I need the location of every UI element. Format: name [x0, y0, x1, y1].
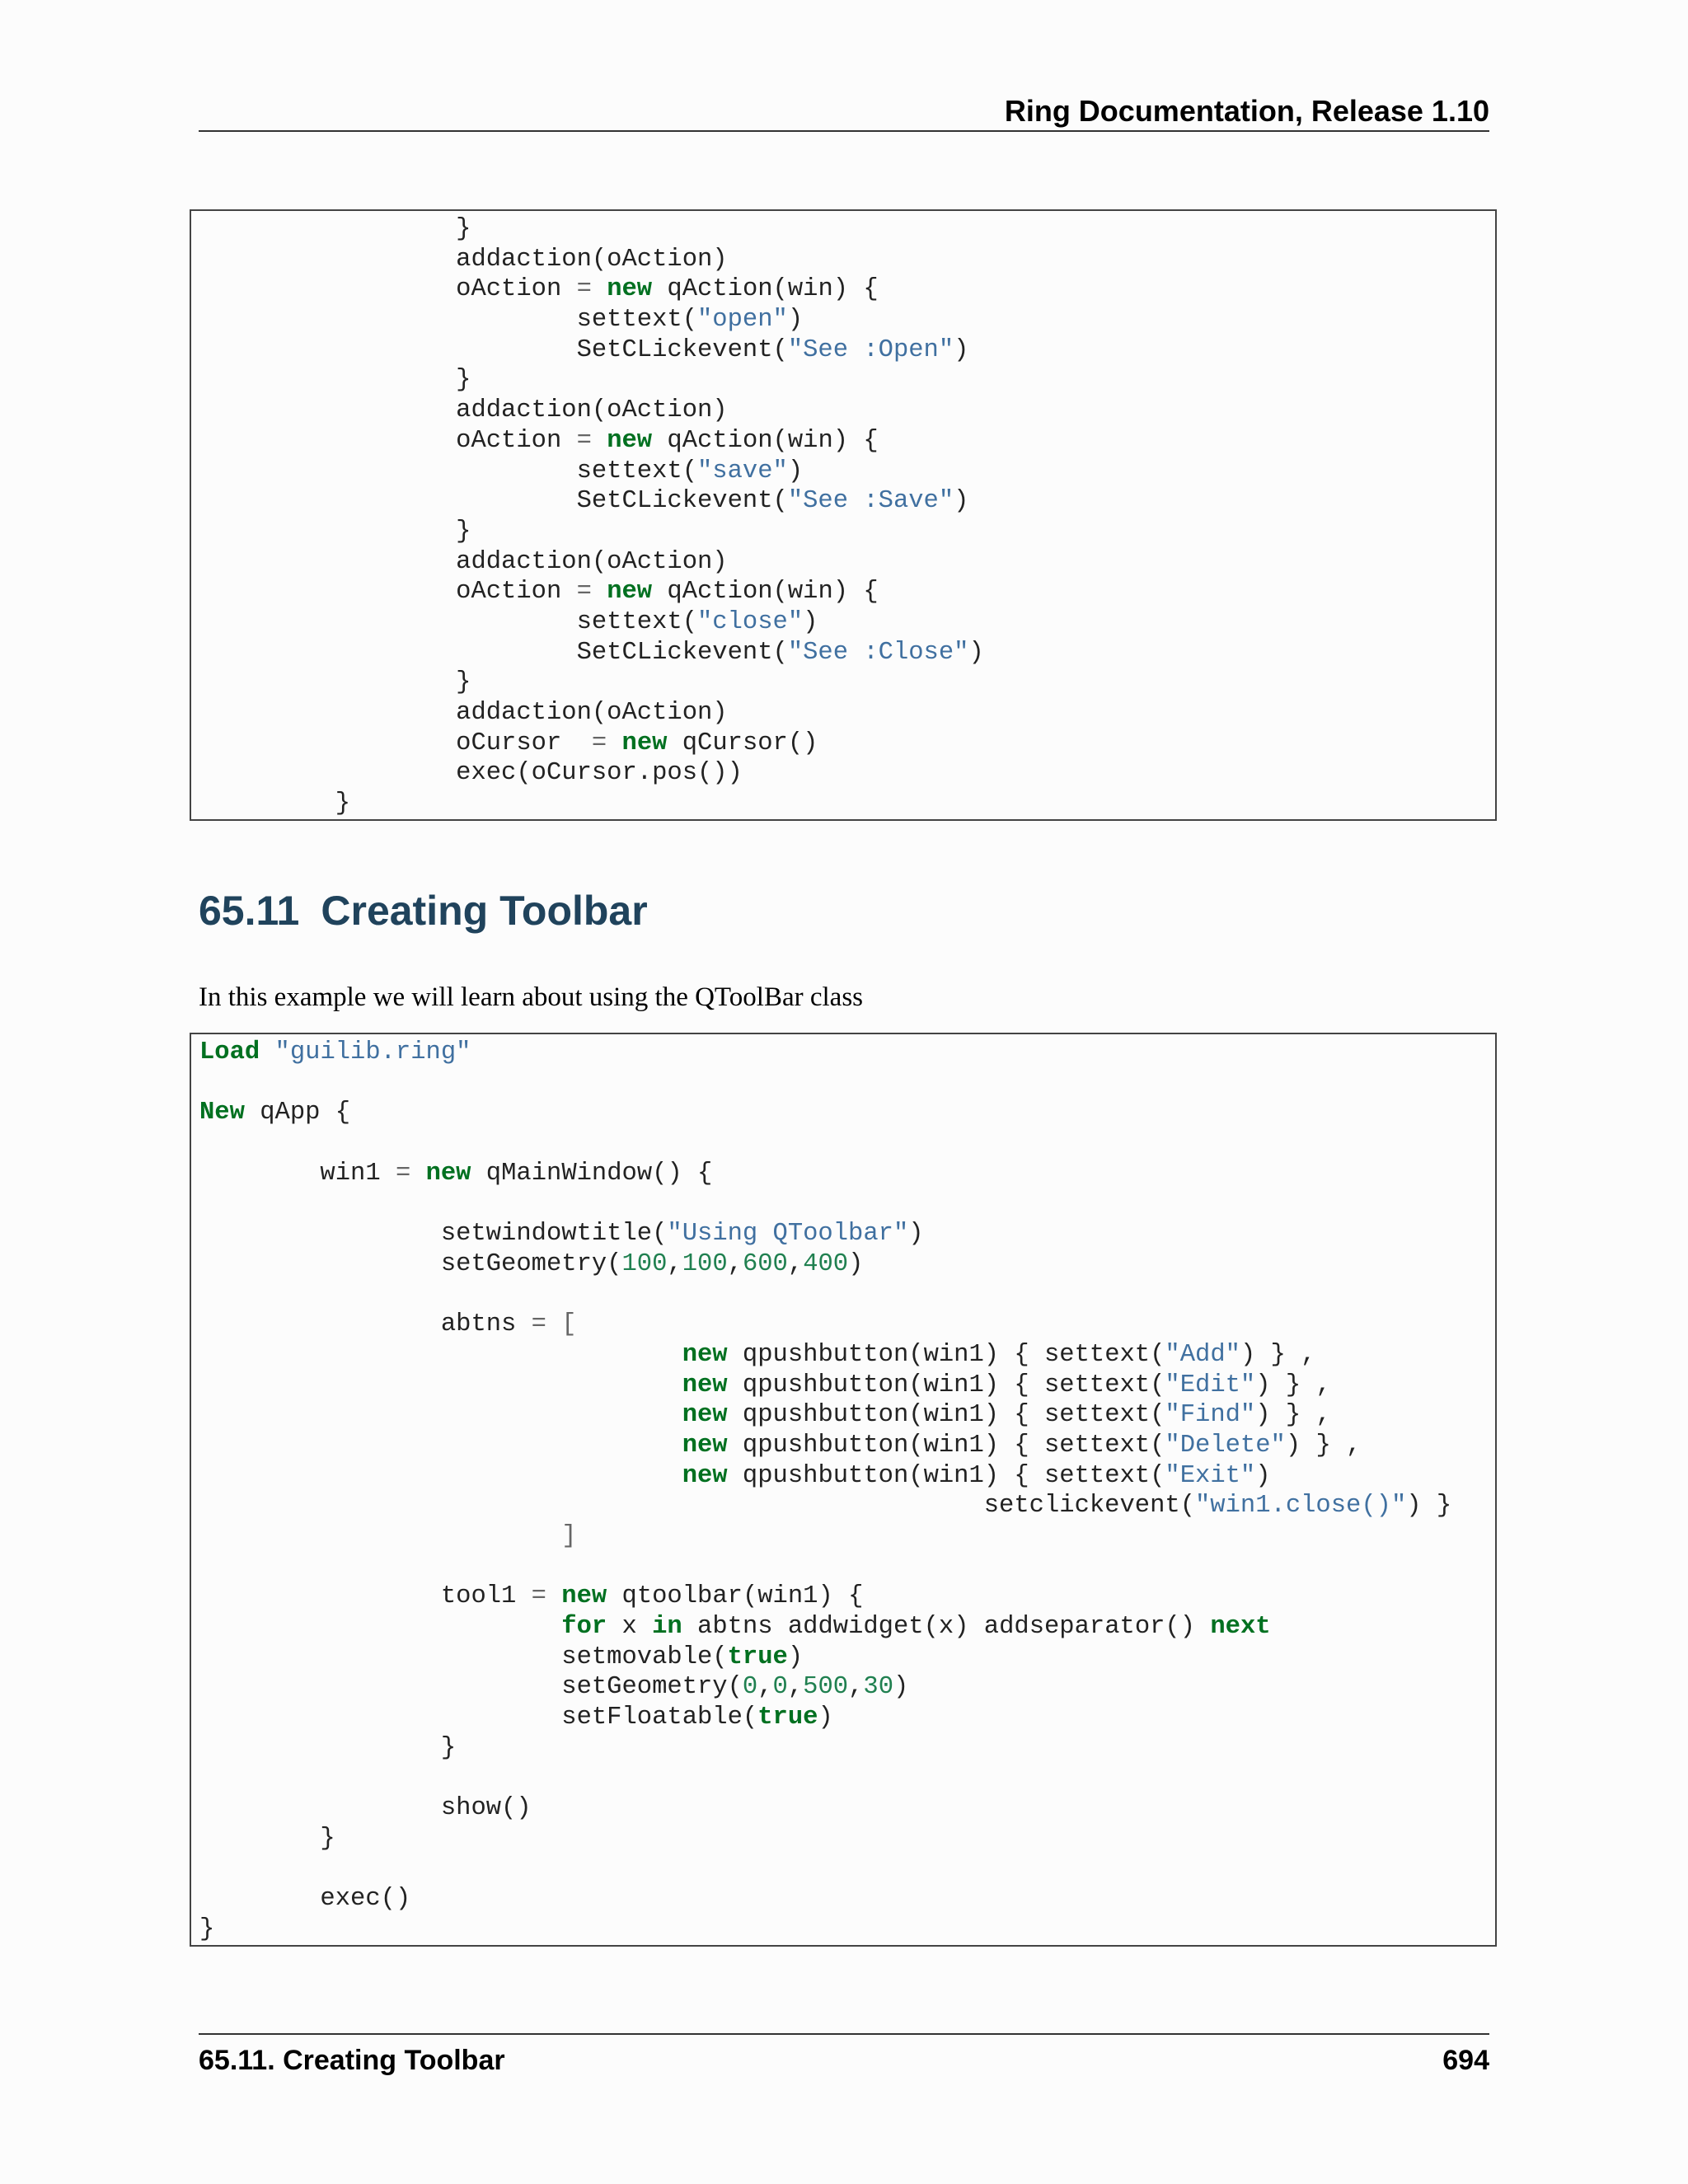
code-text: ): [818, 1704, 833, 1732]
code-string: "open": [697, 306, 788, 335]
code-text: [546, 1582, 561, 1610]
code-string: "Using QToolbar": [667, 1220, 909, 1249]
code-text: setwindowtitle(: [199, 1220, 668, 1249]
code-string: "See :Save": [787, 487, 954, 516]
code-operator: =: [531, 1310, 546, 1339]
code-line: [199, 1582, 1495, 1612]
code-text: qpushbutton(win1) { settext(: [727, 1340, 1165, 1369]
code-string: "See :Open": [787, 335, 954, 364]
code-text: [592, 578, 607, 606]
code-keyword: New: [199, 1099, 245, 1127]
code-text: [199, 1462, 682, 1490]
code-line: [199, 668, 1495, 698]
code-string: "Add": [1165, 1340, 1240, 1369]
code-text: setGeometry(: [199, 1249, 622, 1278]
code-text: ,: [787, 1249, 804, 1278]
code-line: [199, 396, 1495, 426]
code-number: 400: [803, 1249, 849, 1278]
code-text: }: [199, 1733, 457, 1762]
code-text: qtoolbar(win1) {: [607, 1582, 864, 1611]
code-text: qAction(win) {: [652, 426, 879, 455]
page-header: [199, 89, 1489, 132]
code-line: [199, 486, 1495, 517]
code-operator: ]: [561, 1522, 577, 1550]
code-operator: =: [591, 729, 607, 757]
code-text: ): [848, 1249, 864, 1278]
code-line: [199, 1461, 1495, 1492]
section-intro-text: In this example we will learn about using the QToolBar class: [199, 982, 864, 1012]
code-line: [199, 1310, 1495, 1340]
code-text: setclickevent(: [199, 1492, 1195, 1521]
code-text: oCursor: [199, 729, 592, 757]
code-text: [199, 1613, 561, 1641]
code-keyword: in: [652, 1613, 682, 1642]
code-line: [199, 1612, 1495, 1643]
code-text: ): [787, 1643, 804, 1671]
code-text: ): [954, 335, 969, 364]
code-string: "Find": [1165, 1401, 1256, 1430]
section-title: Creating Toolbar: [321, 888, 648, 934]
code-string: "close": [697, 607, 804, 636]
code-text: abtns: [199, 1310, 532, 1339]
code-text: ): [787, 306, 804, 335]
code-text: [199, 1522, 561, 1550]
code-text: qAction(win) {: [652, 578, 879, 607]
code-line: [199, 1249, 1495, 1280]
code-text: ): [1255, 1461, 1271, 1490]
code-text: [410, 1160, 425, 1188]
code-text: ) } ,: [1285, 1431, 1362, 1460]
code-line: [199, 365, 1495, 396]
code-line: [199, 789, 1495, 819]
code-text: x: [607, 1613, 653, 1642]
code-block-toolbar-example: [190, 1033, 1497, 1947]
code-text: ) }: [1406, 1492, 1452, 1521]
code-line: [199, 758, 1495, 789]
code-line: [199, 214, 1495, 245]
code-keyword: Load: [199, 1038, 260, 1066]
code-keyword: next: [1210, 1613, 1271, 1642]
code-line: [199, 1400, 1495, 1431]
code-text: addaction(oAction): [199, 396, 728, 425]
code-text: tool1: [199, 1582, 532, 1611]
code-line: [199, 1431, 1495, 1461]
code-keyword: new: [682, 1340, 728, 1369]
code-text: win1: [199, 1159, 396, 1188]
code-keyword: new: [607, 275, 653, 304]
code-text: }: [199, 1915, 215, 1943]
code-text: SetCLickevent(: [199, 487, 788, 516]
code-text: abtns addwidget(x) addseparator(): [682, 1613, 1211, 1642]
code-line: [199, 517, 1495, 547]
code-text: [199, 1341, 682, 1369]
page-number: 694: [1442, 2045, 1489, 2076]
code-block-context-menu: [190, 209, 1497, 821]
code-line: [199, 547, 1495, 578]
code-keyword: new: [607, 578, 653, 607]
code-line: [199, 1280, 1495, 1310]
code-line: [199, 1521, 1495, 1552]
code-text: setFloatable(: [199, 1704, 758, 1732]
code-operator: =: [395, 1159, 411, 1188]
code-text: ,: [848, 1673, 864, 1702]
code-text: qAction(win) {: [652, 275, 879, 304]
code-line: [199, 729, 1495, 759]
code-string: "save": [697, 457, 788, 485]
code-number: 0: [742, 1673, 758, 1702]
code-text: ,: [727, 1249, 743, 1278]
code-text: [199, 1371, 682, 1399]
code-line: [199, 1159, 1495, 1189]
code-line: [199, 638, 1495, 668]
code-number: 100: [621, 1249, 668, 1278]
code-line: [199, 274, 1495, 305]
code-text: }: [199, 790, 351, 818]
code-keyword: new: [607, 426, 653, 455]
code-keyword: new: [682, 1371, 728, 1399]
code-text: [260, 1038, 274, 1066]
code-keyword: new: [682, 1431, 728, 1460]
code-line: [199, 1491, 1495, 1521]
code-text: ): [908, 1220, 924, 1249]
code-text: qCursor(): [667, 729, 818, 757]
code-line: [199, 1340, 1495, 1371]
code-string: "win1.close()": [1195, 1492, 1407, 1521]
code-line: [199, 1188, 1495, 1219]
code-number: 30: [863, 1673, 894, 1702]
code-text: settext(: [199, 607, 697, 636]
code-string: "Exit": [1165, 1461, 1256, 1490]
code-text: ) } ,: [1255, 1371, 1331, 1399]
code-keyword: new: [682, 1401, 728, 1430]
code-text: setGeometry(: [199, 1673, 743, 1702]
code-number: 0: [772, 1673, 788, 1702]
code-text: ,: [787, 1673, 804, 1702]
code-line: [199, 1793, 1495, 1824]
code-operator: =: [576, 275, 592, 304]
code-line: [199, 1884, 1495, 1915]
code-text: oAction: [199, 578, 577, 607]
code-text: SetCLickevent(: [199, 638, 788, 667]
code-text: SetCLickevent(: [199, 335, 788, 364]
code-string: "Delete": [1165, 1431, 1286, 1460]
code-line: [199, 698, 1495, 729]
code-string: "See :Close": [787, 638, 969, 667]
code-text: oAction: [199, 426, 577, 455]
code-text: qpushbutton(win1) { settext(: [727, 1401, 1165, 1430]
code-line: [199, 577, 1495, 607]
code-line: [199, 1764, 1495, 1794]
code-line: [199, 1672, 1495, 1703]
code-line: [199, 1128, 1495, 1159]
code-keyword: new: [425, 1159, 471, 1188]
code-keyword: for: [561, 1613, 607, 1642]
code-text: settext(: [199, 306, 697, 335]
code-text: addaction(oAction): [199, 699, 728, 727]
code-text: qpushbutton(win1) { settext(: [727, 1461, 1165, 1490]
code-operator: =: [576, 578, 592, 607]
code-text: exec(oCursor.pos()): [199, 759, 743, 788]
code-text: setmovable(: [199, 1643, 728, 1671]
code-line: [199, 1643, 1495, 1673]
code-text: }: [199, 1824, 335, 1853]
code-line: [199, 457, 1495, 487]
code-text: ): [787, 457, 804, 485]
code-text: }: [199, 668, 471, 697]
code-line: [199, 1824, 1495, 1854]
code-text: settext(: [199, 457, 697, 485]
code-text: ) } ,: [1255, 1401, 1331, 1430]
section-heading: [199, 887, 648, 935]
code-text: }: [199, 517, 471, 546]
code-text: ): [954, 487, 969, 516]
code-text: }: [199, 366, 471, 395]
code-text: qApp {: [244, 1099, 351, 1127]
code-text: show(): [199, 1794, 532, 1823]
code-number: 500: [803, 1673, 849, 1702]
code-line: [199, 1703, 1495, 1733]
code-line: [199, 335, 1495, 366]
code-keyword: new: [561, 1582, 607, 1611]
code-keyword: true: [727, 1643, 788, 1671]
code-operator: [: [561, 1310, 577, 1339]
code-text: ): [803, 607, 818, 636]
code-line: [199, 1098, 1495, 1128]
code-keyword: true: [757, 1704, 818, 1732]
code-text: addaction(oAction): [199, 547, 728, 576]
code-line: [199, 1371, 1495, 1401]
code-number: 100: [682, 1249, 728, 1278]
code-text: [607, 729, 621, 757]
code-text: exec(): [199, 1885, 411, 1914]
code-text: ) } ,: [1240, 1340, 1316, 1369]
code-keyword: new: [682, 1461, 728, 1490]
footer-section-title: 65.11. Creating Toolbar: [199, 2045, 505, 2076]
code-line: [199, 607, 1495, 638]
code-line: [199, 1915, 1495, 1945]
code-text: ,: [757, 1673, 773, 1702]
code-string: "Edit": [1165, 1371, 1256, 1399]
code-number: 600: [742, 1249, 788, 1278]
code-text: [199, 1432, 682, 1460]
code-line: [199, 305, 1495, 335]
code-string: "guilib.ring": [274, 1038, 471, 1066]
code-text: ): [968, 638, 984, 667]
document-title: Ring Documentation, Release 1.10: [1004, 94, 1489, 128]
code-keyword: new: [621, 729, 668, 757]
code-text: [592, 275, 607, 303]
code-line: [199, 1733, 1495, 1764]
code-line: [199, 1854, 1495, 1885]
code-text: [546, 1310, 561, 1338]
code-line: [199, 1552, 1495, 1582]
code-text: qpushbutton(win1) { settext(: [727, 1431, 1165, 1460]
section-number: 65.11: [199, 888, 300, 934]
code-line: [199, 1038, 1495, 1068]
code-text: qpushbutton(win1) { settext(: [727, 1371, 1165, 1399]
code-line: [199, 1068, 1495, 1099]
code-text: ): [893, 1673, 909, 1702]
code-text: ,: [667, 1249, 682, 1278]
code-operator: =: [576, 426, 592, 455]
code-text: }: [199, 215, 471, 243]
page-footer: [199, 2033, 1489, 2076]
code-line: [199, 1219, 1495, 1249]
code-text: [199, 1401, 682, 1429]
code-text: [592, 427, 607, 455]
code-text: oAction: [199, 275, 577, 304]
code-line: [199, 426, 1495, 457]
code-text: qMainWindow() {: [471, 1159, 713, 1188]
code-text: addaction(oAction): [199, 245, 728, 274]
code-line: [199, 245, 1495, 275]
code-operator: =: [531, 1582, 546, 1611]
